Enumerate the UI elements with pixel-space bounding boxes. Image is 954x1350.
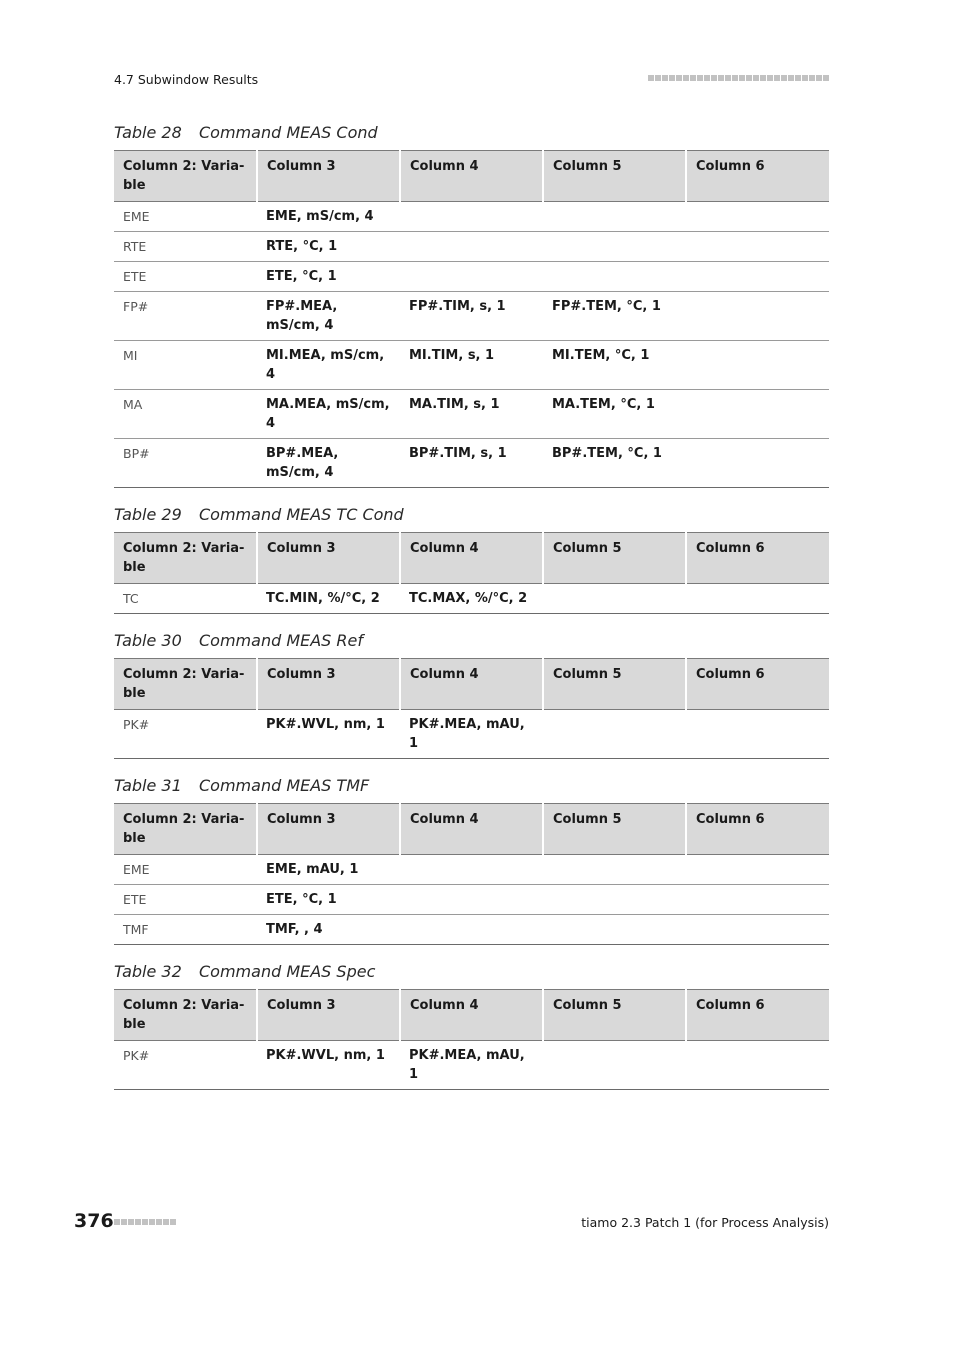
variable-cell: EME <box>114 855 257 885</box>
decor-square <box>156 1219 162 1225</box>
value-cell <box>543 1041 686 1090</box>
value-cell <box>686 232 829 262</box>
table-number: Table 28 <box>114 123 182 142</box>
table-caption <box>114 773 829 797</box>
decor-square <box>795 75 801 81</box>
variable-cell: BP# <box>114 439 257 488</box>
decor-square <box>149 1219 155 1225</box>
table-row <box>114 232 829 262</box>
header-decoration <box>648 75 829 81</box>
value-cell <box>543 262 686 292</box>
value-cell <box>543 915 686 945</box>
value-cell: BP#.TIM, s, 1 <box>400 439 543 488</box>
value-cell <box>543 232 686 262</box>
data-table <box>114 150 829 488</box>
data-table <box>114 532 829 614</box>
column-header: Column 6 <box>686 151 829 202</box>
decor-square <box>767 75 773 81</box>
value-cell: FP#.TEM, °C, 1 <box>543 292 686 341</box>
decor-square <box>753 75 759 81</box>
variable-cell: PK# <box>114 710 257 759</box>
variable-cell: EME <box>114 202 257 232</box>
decor-square <box>128 1219 134 1225</box>
table-caption <box>114 959 829 983</box>
table-row <box>114 584 829 614</box>
column-header: Column 3 <box>257 990 400 1041</box>
value-cell <box>400 885 543 915</box>
decor-square <box>823 75 829 81</box>
value-cell <box>686 341 829 390</box>
value-cell: MA.TEM, °C, 1 <box>543 390 686 439</box>
value-cell <box>686 915 829 945</box>
decor-square <box>704 75 710 81</box>
value-cell: BP#.TEM, °C, 1 <box>543 439 686 488</box>
document-body <box>114 120 829 1104</box>
decor-square <box>655 75 661 81</box>
decor-square <box>711 75 717 81</box>
value-cell: TC.MIN, %/°C, 2 <box>257 584 400 614</box>
value-cell <box>400 915 543 945</box>
column-header: Column 4 <box>400 990 543 1041</box>
column-header: Column 5 <box>543 151 686 202</box>
table-title: Command MEAS TC Cond <box>199 505 404 524</box>
table-row <box>114 885 829 915</box>
decor-square <box>802 75 808 81</box>
variable-cell: ETE <box>114 262 257 292</box>
decor-square <box>690 75 696 81</box>
value-cell <box>686 710 829 759</box>
decor-square <box>739 75 745 81</box>
column-header: Column 4 <box>400 659 543 710</box>
value-cell: MA.TIM, s, 1 <box>400 390 543 439</box>
table-row <box>114 710 829 759</box>
column-header: Column 4 <box>400 151 543 202</box>
decor-square <box>718 75 724 81</box>
column-header: Column 3 <box>257 151 400 202</box>
value-cell: MI.TEM, °C, 1 <box>543 341 686 390</box>
column-header: Column 6 <box>686 533 829 584</box>
value-cell: MI.TIM, s, 1 <box>400 341 543 390</box>
column-header: Column 4 <box>400 804 543 855</box>
page-footer <box>74 1210 829 1234</box>
value-cell <box>686 885 829 915</box>
column-header: Column 5 <box>543 990 686 1041</box>
table-number: Table 29 <box>114 505 182 524</box>
page-header <box>114 70 829 88</box>
value-cell <box>543 202 686 232</box>
page-number: 376 <box>74 1210 114 1232</box>
table-number: Table 30 <box>114 631 182 650</box>
value-cell: ETE, °C, 1 <box>257 885 400 915</box>
value-cell <box>686 439 829 488</box>
table-row <box>114 439 829 488</box>
value-cell <box>686 262 829 292</box>
value-cell: RTE, °C, 1 <box>257 232 400 262</box>
value-cell: ETE, °C, 1 <box>257 262 400 292</box>
table-row <box>114 262 829 292</box>
footer-decoration <box>114 1219 176 1225</box>
value-cell: PK#.MEA, mAU, 1 <box>400 1041 543 1090</box>
table-row <box>114 341 829 390</box>
decor-square <box>662 75 668 81</box>
column-header: Column 5 <box>543 804 686 855</box>
table-header-row <box>114 990 829 1041</box>
decor-square <box>725 75 731 81</box>
value-cell <box>400 855 543 885</box>
decor-square <box>683 75 689 81</box>
variable-cell: MA <box>114 390 257 439</box>
column-header: Column 6 <box>686 990 829 1041</box>
value-cell: EME, mS/cm, 4 <box>257 202 400 232</box>
value-cell: PK#.WVL, nm, 1 <box>257 1041 400 1090</box>
column-header: Column 2: Varia-ble <box>114 533 257 584</box>
table-row <box>114 390 829 439</box>
table-title: Command MEAS Cond <box>199 123 378 142</box>
table-title: Command MEAS Spec <box>199 962 376 981</box>
data-table <box>114 658 829 759</box>
value-cell <box>543 710 686 759</box>
value-cell: BP#.MEA, mS/cm, 4 <box>257 439 400 488</box>
table-row <box>114 915 829 945</box>
value-cell <box>400 262 543 292</box>
value-cell <box>686 292 829 341</box>
column-header: Column 6 <box>686 659 829 710</box>
decor-square <box>676 75 682 81</box>
decor-square <box>669 75 675 81</box>
decor-square <box>697 75 703 81</box>
value-cell <box>686 855 829 885</box>
column-header: Column 3 <box>257 533 400 584</box>
value-cell <box>686 1041 829 1090</box>
value-cell: TC.MAX, %/°C, 2 <box>400 584 543 614</box>
variable-cell: FP# <box>114 292 257 341</box>
column-header: Column 2: Varia-ble <box>114 990 257 1041</box>
column-header: Column 2: Varia-ble <box>114 151 257 202</box>
value-cell <box>686 390 829 439</box>
value-cell <box>400 232 543 262</box>
variable-cell: PK# <box>114 1041 257 1090</box>
column-header: Column 5 <box>543 533 686 584</box>
table-header-row <box>114 533 829 584</box>
value-cell <box>400 202 543 232</box>
table-row <box>114 855 829 885</box>
decor-square <box>746 75 752 81</box>
table-title: Command MEAS Ref <box>199 631 364 650</box>
value-cell: TMF, , 4 <box>257 915 400 945</box>
table-number: Table 32 <box>114 962 182 981</box>
column-header: Column 3 <box>257 804 400 855</box>
column-header: Column 2: Varia-ble <box>114 659 257 710</box>
data-table <box>114 989 829 1090</box>
column-header: Column 2: Varia-ble <box>114 804 257 855</box>
decor-square <box>142 1219 148 1225</box>
column-header: Column 3 <box>257 659 400 710</box>
value-cell: EME, mAU, 1 <box>257 855 400 885</box>
section-title: 4.7 Subwindow Results <box>114 72 259 87</box>
variable-cell: TC <box>114 584 257 614</box>
variable-cell: RTE <box>114 232 257 262</box>
decor-square <box>135 1219 141 1225</box>
table-caption <box>114 502 829 526</box>
table-header-row <box>114 659 829 710</box>
value-cell: PK#.MEA, mAU, 1 <box>400 710 543 759</box>
decor-square <box>788 75 794 81</box>
variable-cell: MI <box>114 341 257 390</box>
table-number: Table 31 <box>114 776 182 795</box>
table-title: Command MEAS TMF <box>199 776 370 795</box>
decor-square <box>121 1219 127 1225</box>
table-caption <box>114 628 829 652</box>
product-name: tiamo 2.3 Patch 1 (for Process Analysis) <box>581 1215 829 1230</box>
decor-square <box>732 75 738 81</box>
column-header: Column 6 <box>686 804 829 855</box>
table-caption <box>114 120 829 144</box>
decor-square <box>781 75 787 81</box>
table-row <box>114 292 829 341</box>
value-cell: MA.MEA, mS/cm, 4 <box>257 390 400 439</box>
value-cell <box>543 885 686 915</box>
value-cell: PK#.WVL, nm, 1 <box>257 710 400 759</box>
variable-cell: TMF <box>114 915 257 945</box>
variable-cell: ETE <box>114 885 257 915</box>
decor-square <box>816 75 822 81</box>
table-header-row <box>114 151 829 202</box>
table-row <box>114 202 829 232</box>
column-header: Column 4 <box>400 533 543 584</box>
value-cell: FP#.MEA, mS/cm, 4 <box>257 292 400 341</box>
table-row <box>114 1041 829 1090</box>
decor-square <box>114 1219 120 1225</box>
decor-square <box>163 1219 169 1225</box>
decor-square <box>774 75 780 81</box>
value-cell <box>686 584 829 614</box>
value-cell: MI.MEA, mS/cm, 4 <box>257 341 400 390</box>
value-cell: FP#.TIM, s, 1 <box>400 292 543 341</box>
decor-square <box>809 75 815 81</box>
data-table <box>114 803 829 945</box>
decor-square <box>170 1219 176 1225</box>
decor-square <box>648 75 654 81</box>
value-cell <box>686 202 829 232</box>
table-header-row <box>114 804 829 855</box>
value-cell <box>543 584 686 614</box>
value-cell <box>543 855 686 885</box>
decor-square <box>760 75 766 81</box>
column-header: Column 5 <box>543 659 686 710</box>
